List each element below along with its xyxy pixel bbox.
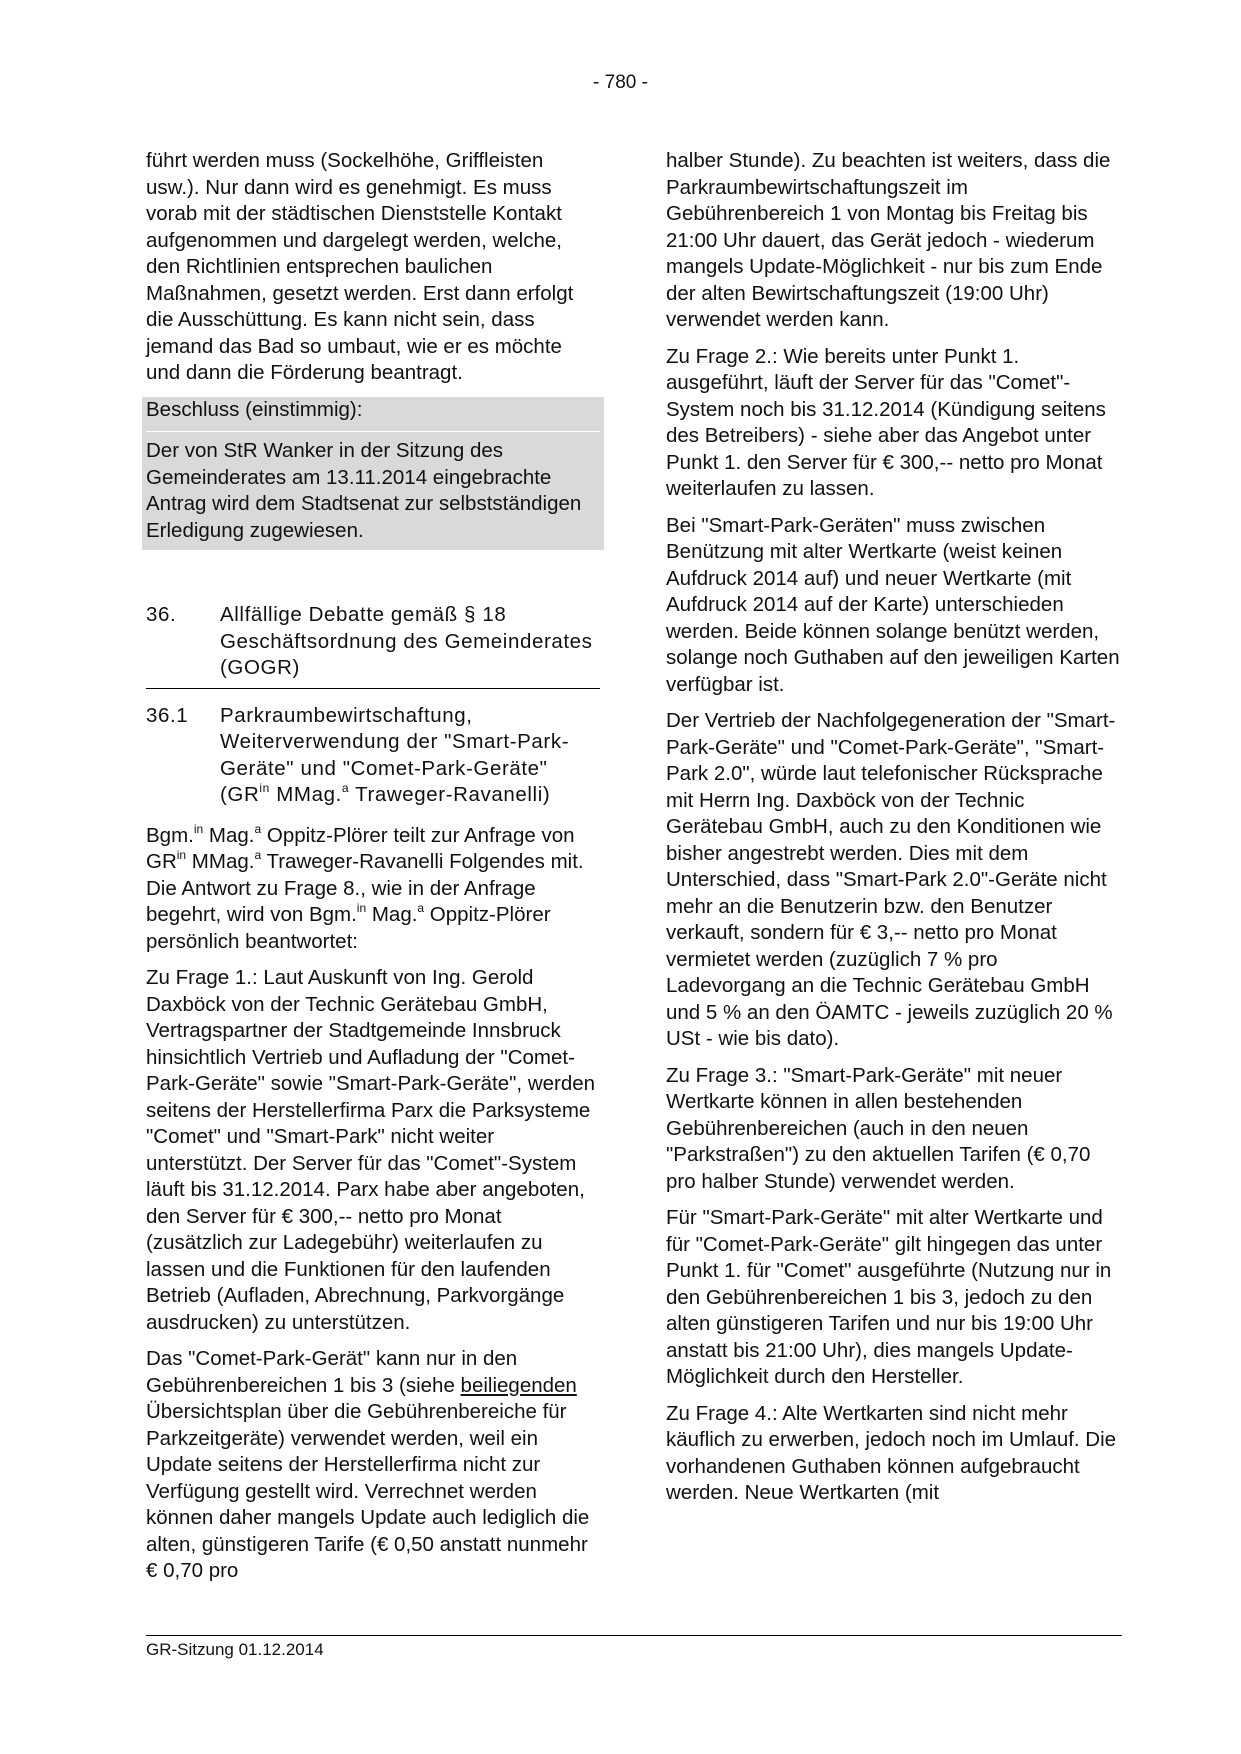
paragraph: Zu Frage 4.: Alte Wertkarten sind nicht mehr käuflich zu erwerben, jedoch noch im Umlauf. Die vorhandenen Guthaben können aufgebraucht werden. Neue Wertkarten (mit — [666, 1401, 1117, 1504]
superscript: in — [356, 901, 367, 915]
left-column — [146, 148, 600, 1595]
superscript: a — [417, 901, 425, 915]
superscript: in — [176, 848, 187, 862]
superscript: a — [341, 781, 350, 795]
superscript: a — [254, 848, 262, 862]
paragraph: Zu Frage 2.: Wie bereits unter Punkt 1. ausgeführt, läuft der Server für das "Comet"-System noch bis 31.12.2014 (Kündigung seitens des Betreibers) - siehe aber das Angebot unter Punkt 1. den Server für € 300,-- netto pro Monat weiterlaufen zu lassen. — [666, 344, 1106, 500]
text: Übersichtsplan über die Gebührenbereiche für Parkzeitgeräte) verwendet werden, weil ein Update seitens der Herstellerfirma nicht zur Verfügung gestellt wird. Verrechnet werden können daher mangels Update auch lediglich die alten, günstigeren Tarife (€ 0,50 anstatt nunmehr € 0,70 pro — [146, 1400, 590, 1582]
agenda-title-text: MMag. — [269, 783, 342, 806]
footer-divider — [146, 1635, 1122, 1636]
superscript: in — [193, 821, 204, 836]
superscript: in — [259, 781, 270, 795]
text: Oppitz-Plörer teilt zur Anfrage von GR — [146, 823, 575, 873]
text: Das "Comet-Park-Gerät" kann nur in den Gebührenbereichen 1 bis 3 (siehe — [146, 1347, 518, 1397]
paragraph — [146, 823, 600, 956]
paragraph: Zu Frage 1.: Laut Auskunft von Ing. Gerold Daxböck von der Technic Gerätebau GmbH, Vertragspartner der Stadtgemeinde Innsbruck hinsichtlich Vertrieb und Aufladung der "Comet-Park-Geräte" sowie "Smart-Park-Geräte", werden seitens der Herstellerfirma Parx die Parksysteme "Comet" und "Smart-Park" nicht weiter unterstützt. Der Server für das "Comet"-System läuft bis 31.12.2014. Parx habe aber angeboten, den Server für € 300,-- netto pro Monat (zusätzlich zur Ladegebühr) weiterlaufen zu lassen und die Funktionen für den laufenden Betrieb (Aufladen, Abrechnung, Parkvorgänge ausdrucken) zu unterstützen. — [146, 966, 596, 1334]
text: MMag. — [186, 850, 255, 873]
resolution-box — [142, 397, 604, 551]
agenda-item-36-1 — [146, 703, 600, 809]
superscript: a — [254, 821, 262, 836]
text: Bgm. — [146, 823, 194, 847]
paragraph: Für "Smart-Park-Geräte" mit alter Wertkarte und für "Comet-Park-Geräte" gilt hingegen das unter Punkt 1. für "Comet" ausgeführte (Nutzung nur in den Gebührenbereichen 1 bis 3, jedoch zu den alten günstigeren Tarifen und nur bis 19:00 Uhr anstatt bis 21:00 Uhr), dies mangels Update-Möglichkeit durch den Hersteller. — [666, 1206, 1112, 1388]
agenda-number: 36. — [146, 603, 177, 626]
underlined-reference: beiliegenden — [460, 1373, 577, 1397]
agenda-title-text: Traweger-Ravanelli) — [349, 783, 551, 806]
resolution-heading: Beschluss (einstimmig): — [146, 397, 600, 433]
resolution-text: Der von StR Wanker in der Sitzung des Gemeinderates am 13.11.2014 eingebrachte Antrag wird dem Stadtsenat zur selbstständigen Erledigung zugewiesen. — [146, 439, 582, 542]
agenda-number: 36.1 — [146, 703, 189, 727]
agenda-title — [220, 703, 600, 809]
text: Mag. — [366, 903, 418, 926]
agenda-title-text: Parkraumbewirtschaftung, Weiterverwendung der "Smart-Park-Geräte" und "Comet-Park-Geräte" (GR — [220, 703, 570, 806]
paragraph: Der Vertrieb der Nachfolgegeneration der "Smart-Park-Geräte" und "Comet-Park-Geräte", "Smart-Park 2.0", würde laut telefonischer Rücksprache mit Herrn Ing. Daxböck von der Technic Gerätebau GmbH, auch zu den Konditionen wie bisher angestrebt werden. Dies mit dem Unterschied, dass "Smart-Park 2.0"-Geräte nicht mehr an die Benutzerin bzw. den Benutzer verkauft, sondern für € 3,-- netto pro Monat vermietet werden (zuzüglich 7 % pro Ladevorgang an die Technic Gerätebau GmbH und 5 % an den ÖAMTC - jeweils zuzüglich 20 % USt - wie bis dato). — [666, 709, 1116, 1050]
page-number: - 780 - — [593, 72, 648, 93]
paragraph: Zu Frage 3.: "Smart-Park-Geräte" mit neuer Wertkarte können in allen bestehenden Gebührenbereichen (auch in den neuen "Parkstraßen") zu den aktuellen Tarifen (€ 0,70 pro halber Stunde) verwendet werden. — [666, 1063, 1091, 1193]
text: Traweger-Ravanelli Folgendes mit. Die Antwort zu Frage 8., wie in der Anfrage begehrt, wird von Bgm. — [146, 850, 584, 926]
footer-text: GR-Sitzung 01.12.2014 — [146, 1640, 324, 1659]
agenda-item-36 — [146, 602, 600, 689]
right-column — [666, 148, 1122, 1517]
agenda-title: Allfällige Debatte gemäß § 18 Geschäftsordnung des Gemeinderates (GOGR) — [220, 603, 593, 679]
text: Mag. — [203, 823, 255, 847]
paragraph: halber Stunde). Zu beachten ist weiters, dass die Parkraumbewirtschaftungszeit im Gebührenbereich 1 von Montag bis Freitag bis 21:00 Uhr dauert, das Gerät jedoch - wiederum mangels Update-Möglichkeit - nur bis zum Ende der alten Bewirtschaftungszeit (19:00 Uhr) verwendet werden kann. — [666, 149, 1111, 331]
paragraph: führt werden muss (Sockelhöhe, Griffleisten usw.). Nur dann wird es genehmigt. Es muss vorab mit der städtischen Dienststelle Kontakt aufgenommen und dargelegt werden, welche, den Richtlinien entsprechen baulichen Maßnahmen, gesetzt werden. Erst dann erfolgt die Ausschüttung. Es kann nicht sein, dass jemand das Bad so umbaut, wie er es möchte und dann die Förderung beantragt. — [146, 149, 574, 384]
paragraph — [146, 1346, 600, 1585]
text: Oppitz-Plörer persönlich beantwortet: — [146, 903, 551, 953]
paragraph: Bei "Smart-Park-Geräten" muss zwischen Benützung mit alter Wertkarte (weist keinen Aufdruck 2014 auf) und neuer Wertkarte (mit Aufdruck 2014 auf der Karte) unterschieden werden. Beide können solange benützt werden, solange noch Guthaben auf den jeweiligen Karten verfügbar ist. — [666, 513, 1120, 696]
